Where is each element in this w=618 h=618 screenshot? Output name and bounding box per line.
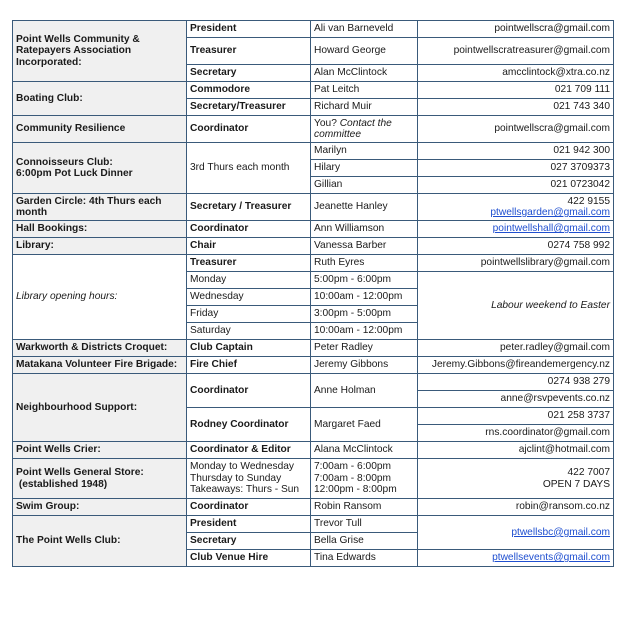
- email-link[interactable]: ptwellsgarden@gmail.com: [490, 207, 610, 218]
- name-line: committee: [314, 129, 361, 140]
- email-link[interactable]: ptwellsbc@gmail.com: [511, 526, 610, 538]
- table-row: [13, 143, 614, 160]
- hours-time: 3:00pm - 5:00pm: [311, 306, 418, 323]
- role-label: Club Venue Hire: [187, 550, 311, 567]
- contact-email: ajclint@hotmail.com: [418, 442, 614, 459]
- store-open-note: OPEN 7 DAYS: [542, 478, 610, 490]
- org-name-line: Point Wells General Store:: [16, 467, 144, 478]
- hours-time: 5:00pm - 6:00pm: [311, 272, 418, 289]
- contact-phone: 021 709 111: [418, 82, 614, 99]
- org-name: Point Wells Community & Ratepayers Association Incorporated:: [13, 21, 187, 82]
- table-row: [13, 221, 614, 238]
- role-label: Club Captain: [187, 340, 311, 357]
- table-row: [13, 194, 614, 221]
- table-row: [13, 116, 614, 143]
- person-name: Robin Ransom: [311, 499, 418, 516]
- hours-time: 10:00am - 12:00pm: [311, 323, 418, 340]
- contact-cell: [418, 550, 614, 567]
- library-hours-label: Library opening hours:: [13, 255, 187, 340]
- contact-email: pointwellslibrary@gmail.com: [418, 255, 614, 272]
- store-time: 12:00pm - 8:00pm: [314, 484, 397, 496]
- org-name-line: 6:00pm Pot Luck Dinner: [16, 168, 133, 179]
- table-row: [13, 255, 614, 272]
- store-time: 7:00am - 6:00pm: [314, 461, 392, 473]
- contact-email: rns.coordinator@gmail.com: [418, 425, 614, 442]
- person-name: Ruth Eyres: [311, 255, 418, 272]
- person-name: Hilary: [311, 160, 418, 177]
- store-time: 7:00am - 8:00pm: [314, 472, 392, 484]
- name-line: You?: [314, 117, 337, 129]
- org-name: Matakana Volunteer Fire Brigade:: [13, 357, 187, 374]
- role-label: Commodore: [187, 82, 311, 99]
- store-day: Takeaways: Thurs - Sun: [190, 484, 300, 496]
- role-label: Chair: [187, 238, 311, 255]
- org-name: Garden Circle: 4th Thurs each month: [13, 194, 187, 221]
- contact-cell: [418, 194, 614, 221]
- contact-email: robin@ransom.co.nz: [418, 499, 614, 516]
- table-row: [13, 238, 614, 255]
- role-label: Coordinator: [187, 374, 311, 408]
- org-name: Boating Club:: [13, 82, 187, 116]
- person-name: Gillian: [311, 177, 418, 194]
- person-name: Jeremy Gibbons: [311, 357, 418, 374]
- table-row: [13, 459, 614, 499]
- role-label: Rodney Coordinator: [187, 408, 311, 442]
- table-row: [13, 516, 614, 533]
- role-label: President: [187, 21, 311, 38]
- contact-phone: 027 3709373: [418, 160, 614, 177]
- contact-phone: 021 743 340: [418, 99, 614, 116]
- contact-phone: 021 0723042: [418, 177, 614, 194]
- contact-email: pointwellscratreasurer@gmail.com: [418, 38, 614, 65]
- person-name: Pat Leitch: [311, 82, 418, 99]
- person-name: Vanessa Barber: [311, 238, 418, 255]
- role-label: Secretary / Treasurer: [187, 194, 311, 221]
- community-directory-table: [12, 20, 614, 567]
- role-label: Secretary: [187, 65, 311, 82]
- org-name: Community Resilience: [13, 116, 187, 143]
- table-row: [13, 82, 614, 99]
- role-label: President: [187, 516, 311, 533]
- org-name: The Point Wells Club:: [13, 516, 187, 567]
- contact-cell: [418, 516, 614, 550]
- table-row: [13, 21, 614, 38]
- store-day: Monday to Wednesday: [190, 461, 295, 473]
- person-name: Bella Grise: [311, 533, 418, 550]
- role-label: Treasurer: [187, 255, 311, 272]
- role-label: Coordinator: [187, 221, 311, 238]
- contact-phone: 021 258 3737: [418, 408, 614, 425]
- hours-day: Saturday: [187, 323, 311, 340]
- contact-phone: 0274 938 279: [418, 374, 614, 391]
- store-times: [311, 459, 418, 499]
- contact-email: pointwellscra@gmail.com: [418, 116, 614, 143]
- hours-time: 10:00am - 12:00pm: [311, 289, 418, 306]
- role-label: Secretary: [187, 533, 311, 550]
- person-name: Anne Holman: [311, 374, 418, 408]
- table-row: [13, 374, 614, 391]
- contact-email: anne@rsvpevents.co.nz: [418, 391, 614, 408]
- email-link[interactable]: pointwellshall@gmail.com: [492, 223, 610, 235]
- org-name: Library:: [13, 238, 187, 255]
- person-name: Ali van Barneveld: [311, 21, 418, 38]
- contact-email: pointwellscra@gmail.com: [418, 21, 614, 38]
- org-name: Point Wells Crier:: [13, 442, 187, 459]
- table-row: [13, 340, 614, 357]
- org-name: Hall Bookings:: [13, 221, 187, 238]
- library-season: Labour weekend to Easter: [418, 272, 614, 340]
- table-row: [13, 442, 614, 459]
- person-name: Marilyn: [311, 143, 418, 160]
- table-row: [13, 357, 614, 374]
- hours-day: Friday: [187, 306, 311, 323]
- person-name: Richard Muir: [311, 99, 418, 116]
- hours-day: Monday: [187, 272, 311, 289]
- contact-email: peter.radley@gmail.com: [418, 340, 614, 357]
- role-label: Secretary/Treasurer: [187, 99, 311, 116]
- person-name: Jeanette Hanley: [311, 194, 418, 221]
- schedule-text: 3rd Thurs each month: [187, 143, 311, 194]
- person-name: Tina Edwards: [311, 550, 418, 567]
- contact-cell: [418, 459, 614, 499]
- email-link[interactable]: ptwellsevents@gmail.com: [492, 552, 610, 564]
- store-day: Thursday to Sunday: [190, 472, 282, 484]
- person-name: Margaret Faed: [311, 408, 418, 442]
- contact-phone: 422 9155: [567, 195, 610, 207]
- contact-email: amcclintock@xtra.co.nz: [418, 65, 614, 82]
- person-name: [311, 116, 418, 143]
- role-label: Treasurer: [187, 38, 311, 65]
- org-name-line: (established 1948): [16, 478, 108, 490]
- name-line: Contact the: [339, 117, 392, 129]
- person-name: Ann Williamson: [311, 221, 418, 238]
- org-name-line: Connoisseurs Club:: [16, 156, 113, 168]
- contact-phone: 021 942 300: [418, 143, 614, 160]
- contact-phone: 0274 758 992: [418, 238, 614, 255]
- org-name: [13, 459, 187, 499]
- hours-day: Wednesday: [187, 289, 311, 306]
- person-name: Howard George: [311, 38, 418, 65]
- store-days: [187, 459, 311, 499]
- role-label: Coordinator: [187, 116, 311, 143]
- role-label: Coordinator & Editor: [187, 442, 311, 459]
- contact-cell: [418, 221, 614, 238]
- person-name: Alan McClintock: [311, 65, 418, 82]
- org-name: Neighbourhood Support:: [13, 374, 187, 442]
- table-row: [13, 499, 614, 516]
- role-label: Fire Chief: [187, 357, 311, 374]
- org-name: Swim Group:: [13, 499, 187, 516]
- person-name: Peter Radley: [311, 340, 418, 357]
- contact-email: Jeremy.Gibbons@fireandemergency.nz: [418, 357, 614, 374]
- contact-phone: 422 7007: [567, 467, 610, 478]
- org-name: Warkworth & Districts Croquet:: [13, 340, 187, 357]
- org-name: [13, 143, 187, 194]
- person-name: Alana McClintock: [311, 442, 418, 459]
- role-label: Coordinator: [187, 499, 311, 516]
- person-name: Trevor Tull: [311, 516, 418, 533]
